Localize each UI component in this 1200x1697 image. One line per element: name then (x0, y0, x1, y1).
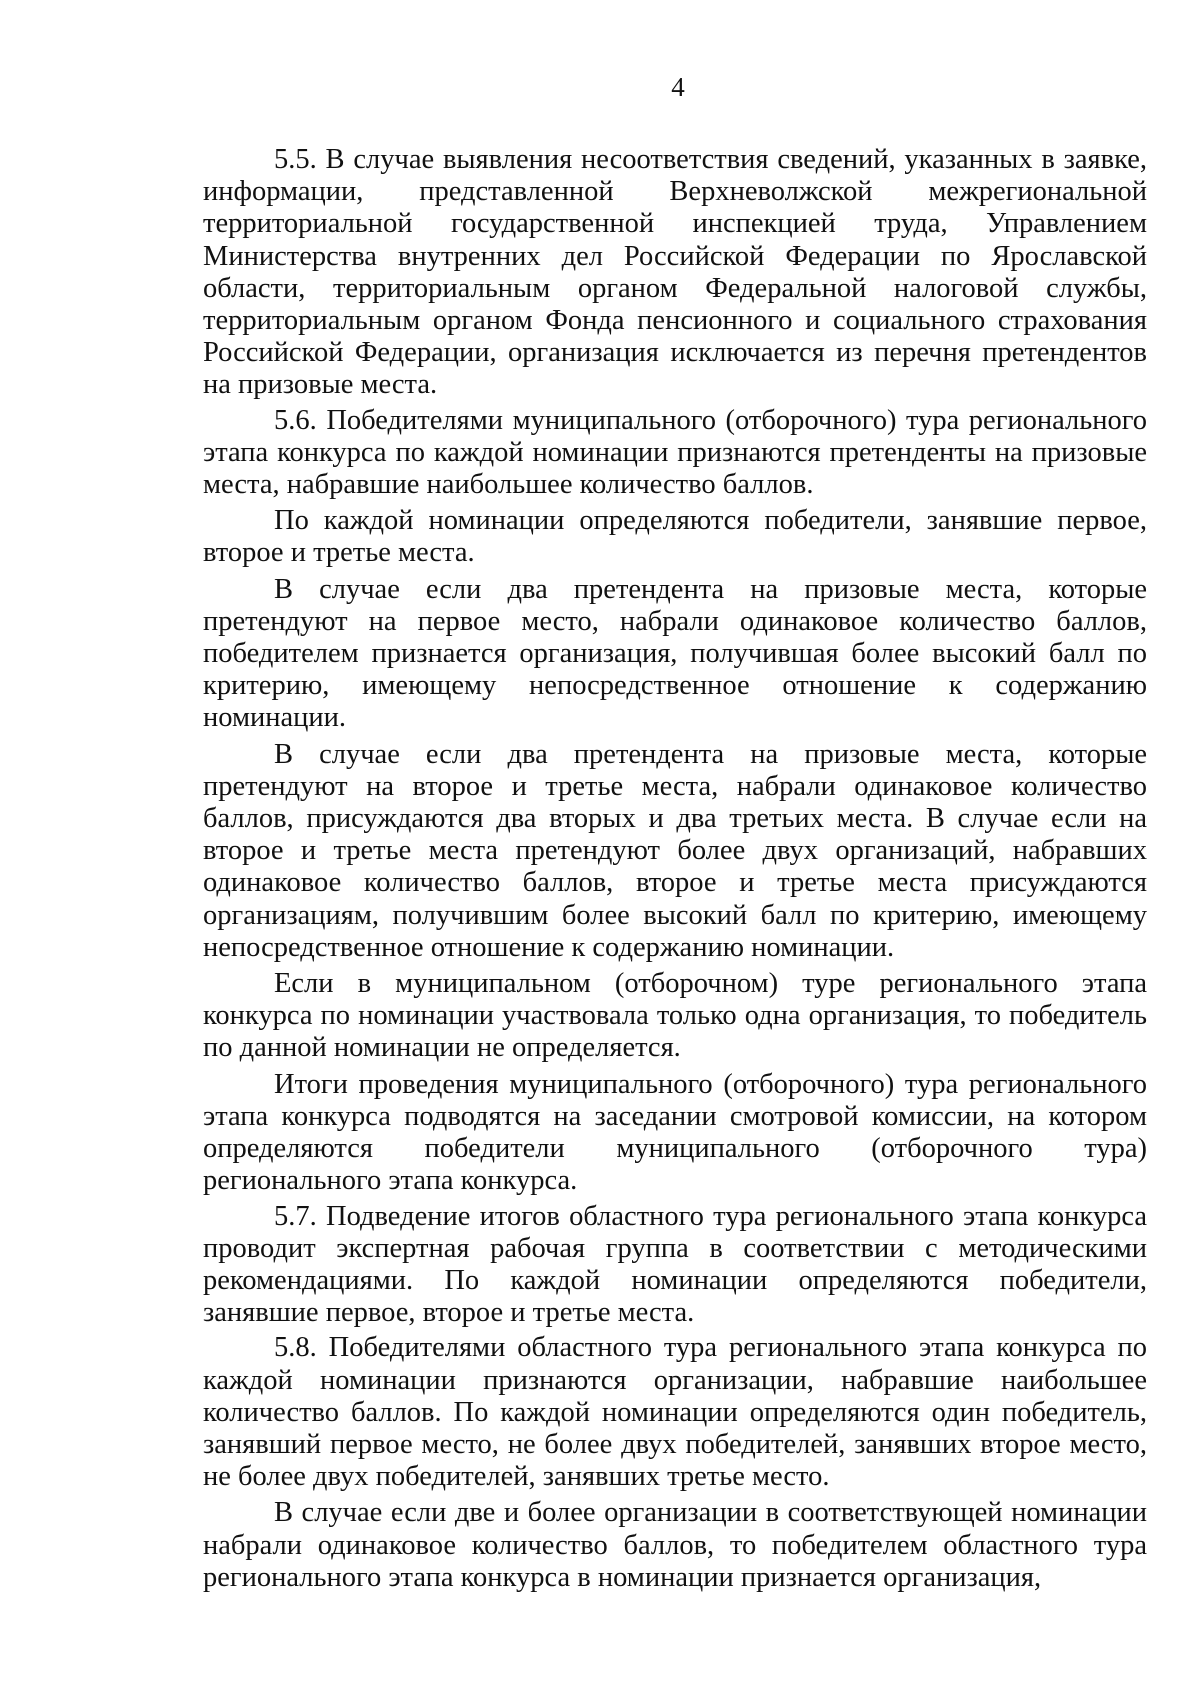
paragraph-5-6: 5.6. Победителями муниципального (отборочного) тура регионального этапа конкурса по каждой номинации признаются претенденты на призовые места, набравшие наибольшее количество баллов. (203, 404, 1147, 501)
paragraph-first-place-tie: В случае если два претендента на призовые места, которые претендуют на первое место, набрали одинаковое количество баллов, победителем признается организация, получившая более высокий балл по критерию, имеющему непосредственное отношение к содержанию номинации. (203, 573, 1147, 734)
paragraph-results-commission: Итоги проведения муниципального (отборочного) тура регионального этапа конкурса подводятся на заседании смотровой комиссии, на котором определяются победители муниципального (отборочного тура) регионального этапа конкурса. (203, 1068, 1147, 1197)
paragraph-regional-tie: В случае если две и более организации в соответствующей номинации набрали одинаковое количество баллов, то победителем областного тура регионального этапа конкурса в номинации признается организация, (203, 1497, 1147, 1593)
paragraph-winners-places: По каждой номинации определяются победители, занявшие первое, второе и третье места. (203, 505, 1147, 569)
paragraph-second-third-tie: В случае если два претендента на призовые места, которые претендуют на второе и третье места, набрали одинаковое количество баллов, присуждаются два вторых и два третьих места. В случае если на второе и третье места претендуют более двух организаций, набравших одинаковое количество баллов, второе и третье места присуждаются организациям, получившим более высокий балл по критерию, имеющему непосредственное отношение к содержанию номинации. (203, 738, 1147, 963)
paragraph-5-5: 5.5. В случае выявления несоответствия сведений, указанных в заявке, информации, представленной Верхневолжской межрегиональной территориальной государственной инспекцией труда, Управлением Министерства внутренних дел Российской Федерации по Ярославской области, территориальным органом Федеральной налоговой службы, территориальным органом Фонда пенсионного и социального страхования Российской Федерации, организация исключается из перечня претендентов на призовые места. (203, 144, 1147, 401)
page-number: 4 (671, 72, 685, 102)
paragraph-single-participant: Если в муниципальном (отборочном) туре регионального этапа конкурса по номинации участвовала только одна организация, то победитель по данной номинации не определяется. (203, 968, 1147, 1064)
paragraph-5-7: 5.7. Подведение итогов областного тура регионального этапа конкурса проводит экспертная рабочая группа в соответствии с методическими рекомендациями. По каждой номинации определяются победители, занявшие первое, второе и третье места. (203, 1200, 1147, 1329)
document-body (203, 144, 1147, 1597)
paragraph-5-8: 5.8. Победителями областного тура регионального этапа конкурса по каждой номинации признаются организации, набравшие наибольшее количество баллов. По каждой номинации определяются один победитель, занявший первое место, не более двух победителей, занявших второе место, не более двух победителей, занявших третье место. (203, 1332, 1147, 1493)
